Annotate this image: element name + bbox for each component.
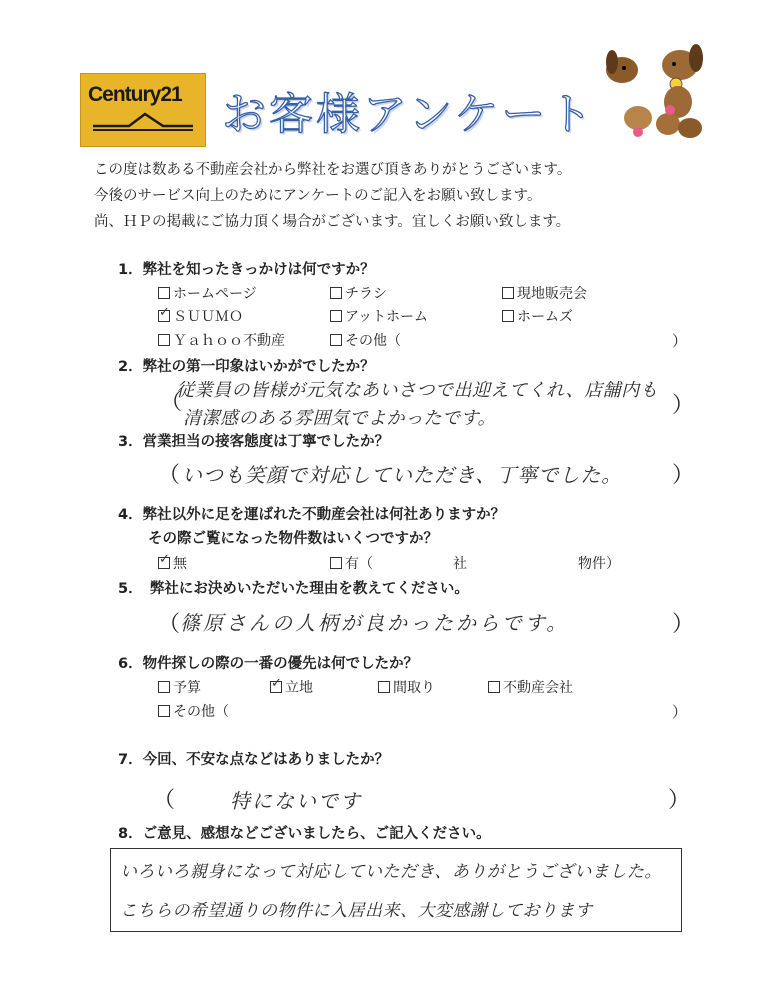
checkbox[interactable]: [330, 557, 342, 569]
checkbox[interactable]: [158, 681, 170, 693]
question-2: 2．弊社の第一印象はいかがでしたか？: [118, 359, 375, 375]
checkbox[interactable]: [330, 310, 342, 322]
checkbox[interactable]: [330, 287, 342, 299]
q6-option-layout[interactable]: 間取り: [378, 677, 435, 697]
check-mark-icon: ✓: [159, 305, 170, 320]
q7-paren-close: ）: [668, 788, 691, 813]
logo-text: Century21: [88, 83, 182, 106]
q1-paren-close: ）: [672, 332, 688, 350]
question-3: 3．営業担当の接客態度は丁寧でしたか？: [118, 434, 390, 450]
checkbox-checked[interactable]: [270, 676, 282, 693]
century21-logo: [80, 73, 206, 147]
q8-answer-line-2: こちらの希望通りの物件に入居出来、大変感謝しております: [120, 901, 593, 921]
check-mark-icon: ✓: [159, 552, 170, 567]
check-mark-icon: ✓: [271, 676, 282, 691]
checkbox-checked[interactable]: [158, 552, 170, 569]
checkbox[interactable]: [158, 705, 170, 717]
question-5: 5． 弊社にお決めいただいた理由を教えてください。: [118, 581, 469, 597]
checkbox[interactable]: [488, 681, 500, 693]
q1-option-flyer[interactable]: チラシ: [330, 283, 387, 303]
page-title: お客様アンケート: [222, 89, 596, 140]
q5-answer: 篠原さんの人柄が良かったからです。: [180, 611, 570, 635]
house-roof-icon: [93, 110, 193, 132]
checkbox[interactable]: [158, 287, 170, 299]
q6-option-agency[interactable]: 不動産会社: [488, 677, 573, 697]
q6-option-other[interactable]: その他（: [158, 701, 229, 721]
q6-option-budget[interactable]: 予算: [158, 677, 201, 697]
checkbox[interactable]: [502, 287, 514, 299]
question-4: 4．弊社以外に足を運ばれた不動産会社は何社ありますか？: [118, 507, 506, 523]
q3-paren-open: （: [158, 463, 181, 488]
checkbox[interactable]: [502, 310, 514, 322]
checkbox[interactable]: [378, 681, 390, 693]
q4-unit-property: 物件）: [578, 556, 620, 572]
checkbox[interactable]: [330, 334, 342, 346]
q5-paren-open: （: [158, 612, 181, 637]
q4-option-none[interactable]: ✓ 無: [159, 552, 187, 572]
q4-unit-company: 社: [453, 556, 467, 572]
q2-paren-close: ）: [672, 393, 695, 418]
checkbox[interactable]: [158, 334, 170, 346]
q3-paren-close: ）: [672, 463, 695, 488]
question-1: 1．弊社を知ったきっかけは何ですか？: [118, 262, 375, 278]
mascot-dogs-illustration: [600, 40, 710, 140]
question-4-sub: その際ご覧になった物件数はいくつですか？: [148, 531, 438, 547]
q6-option-location[interactable]: ✓ 立地: [271, 676, 313, 696]
q1-option-suumo[interactable]: ✓ ＳＵＵＭＯ: [159, 305, 243, 325]
q2-answer-line-1: 従業員の皆様が元気なあいさつで出迎えてくれ、店舗内も: [176, 380, 659, 401]
intro-line-2: 今後のサービス向上のためにアンケートのご記入をお願い致します。: [94, 188, 542, 204]
q1-option-homepage[interactable]: ホームページ: [158, 283, 257, 303]
q8-answer-line-1: いろいろ親身になって対応していただき、ありがとうございました。: [120, 862, 662, 882]
intro-line-1: この度は数ある不動産会社から弊社をお選び頂きありがとうございます。: [94, 162, 572, 178]
q7-paren-open: （: [153, 788, 176, 813]
q3-answer: いつも笑顔で対応していただき、丁寧でした。: [182, 463, 623, 487]
q1-option-open-house[interactable]: 現地販売会: [502, 283, 587, 303]
q1-option-yahoo[interactable]: Ｙａｈｏｏ不動産: [158, 330, 285, 350]
question-6: 6．物件探しの際の一番の優先は何でしたか？: [118, 656, 419, 672]
q7-answer: 特にないです: [230, 789, 362, 813]
q6-paren-close: ）: [672, 703, 688, 721]
q1-option-other[interactable]: その他（: [330, 330, 401, 350]
checkbox-checked[interactable]: [158, 305, 170, 322]
q1-option-athome[interactable]: アットホーム: [330, 306, 428, 326]
intro-line-3: 尚、ＨＰの掲載にご協力頂く場合がございます。宜しくお願い致します。: [94, 214, 571, 230]
q4-option-yes[interactable]: 有（: [330, 553, 373, 573]
question-8: 8．ご意見、感想などございましたら、ご記入ください。: [118, 826, 491, 842]
q5-paren-close: ）: [672, 612, 695, 637]
q2-answer-line-2: 清潔感のある雰囲気でよかったです。: [183, 408, 497, 429]
q2-paren-open: （: [160, 390, 183, 415]
question-7: 7．今回、不安な点などはありましたか？: [118, 752, 390, 768]
q1-option-homes[interactable]: ホームズ: [502, 306, 573, 326]
